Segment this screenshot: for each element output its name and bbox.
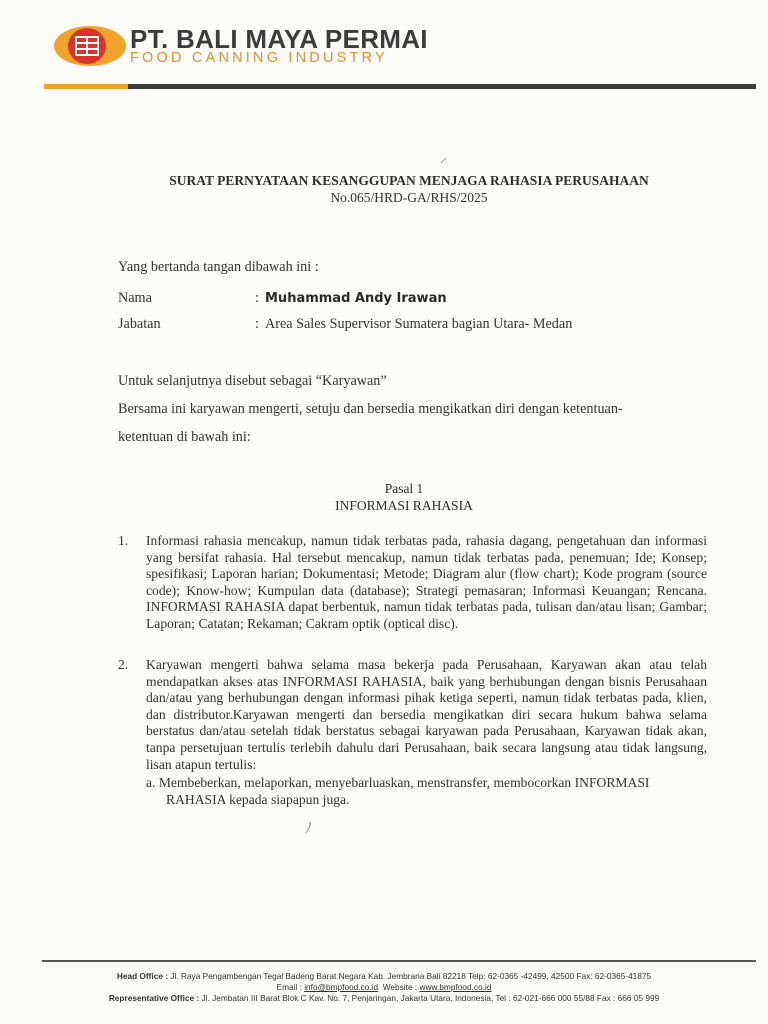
footer-head-office bbox=[0, 971, 768, 981]
website-label: Website : bbox=[382, 982, 418, 992]
head-office-address: Jl. Raya Pengambengan Tegal Badeng Barat Negara Kab. Jembrana Bali 82218 Telp: 62-0365 -42499, 42500 Fax: 62-0365-41875 bbox=[170, 971, 652, 981]
agreement-line-1: Bersama ini karyawan mengerti, setuju dan bersedia mengikatkan diri dengan ketentuan- bbox=[118, 401, 623, 417]
field-label-jabatan: Jabatan bbox=[118, 316, 161, 332]
footer-rule bbox=[42, 960, 756, 962]
company-name: PT. BALI MAYA PERMAI bbox=[130, 24, 428, 54]
footer-rep-office bbox=[0, 993, 768, 1003]
pen-mark: ⸝ bbox=[440, 151, 447, 166]
rep-office-label: Representative Office : bbox=[108, 993, 200, 1003]
header-rule-accent bbox=[44, 84, 128, 89]
rep-office-address: Jl. Jembatan III Barat Blok C Kav. No. 7, Penjaringan, Jakarta Utara, Indonesia, Tel : 62-021-666 000 55/88 Fax : 666 05 999 bbox=[201, 993, 660, 1003]
clause-number: 2. bbox=[118, 657, 129, 672]
designation-text: Untuk selanjutnya disebut sebagai “Karyawan” bbox=[118, 373, 387, 389]
field-value-nama: Muhammad Andy Irawan bbox=[265, 291, 447, 306]
clause-number: 1. bbox=[118, 533, 129, 548]
intro-text: Yang bertanda tangan dibawah ini : bbox=[118, 259, 319, 275]
field-separator: : bbox=[255, 290, 259, 306]
header-rule bbox=[128, 84, 756, 89]
pasal-number: Pasal 1 bbox=[384, 481, 424, 496]
pasal-title: INFORMASI RAHASIA bbox=[335, 498, 473, 513]
document-title: SURAT PERNYATAAN KESANGGUPAN MENJAGA RAHASIA PERUSAHAAN bbox=[169, 173, 649, 188]
field-separator: : bbox=[255, 316, 259, 332]
subclause-a-line-2: RAHASIA kepada siapapun juga. bbox=[166, 792, 350, 807]
pen-mark: ﾉ bbox=[305, 822, 312, 837]
field-label-nama: Nama bbox=[118, 290, 152, 306]
head-office-label: Head Office : bbox=[116, 971, 169, 981]
company-logo-icon bbox=[68, 28, 106, 64]
email-link[interactable]: info@bmpfood.co.id bbox=[304, 982, 379, 992]
document-number: No.065/HRD-GA/RHS/2025 bbox=[330, 190, 488, 205]
subclause-a-line-1: a. Membeberkan, melaporkan, menyebarluaskan, menstransfer, membocorkan INFORMASI bbox=[146, 775, 650, 790]
company-subtitle: FOOD CANNING INDUSTRY bbox=[130, 50, 388, 66]
clause-text: Karyawan mengerti bahwa selama masa bekerja pada Perusahaan, Karyawan akan atau telah mendapatkan akses atas INFORMASI RAHASIA, baik yang berhubungan dengan bisnis Perusahaan dan/atau yang berhubungan dengan informasi pihak ketiga seperti, namun tidak terbatas pada, klien, dan distributor.Karyawan mengerti dan bersedia mengikatkan diri secara hukum bahwa selama berstatus dan/atau setelah tidak berstatus sebagai karyawan pada Perusahaan, Karyawan tidak akan, tanpa persetujuan tertulis terlebih dahulu dari Perusahaan, baik secara langsung atau tidak langsung, lisan atapun tertulis: bbox=[146, 657, 707, 772]
email-label: Email : bbox=[276, 982, 302, 992]
footer-contact bbox=[0, 982, 768, 992]
website-link[interactable]: www.bmpfood.co.id bbox=[419, 982, 492, 992]
agreement-line-2: ketentuan di bawah ini: bbox=[118, 429, 251, 445]
clause-text: Informasi rahasia mencakup, namun tidak terbatas pada, rahasia dagang, pengetahuan dan informasi yang bersifat rahasia. Hal tersebut mencakup, namun tidak terbatas pada, penemuan; Ide; Konsep; spesifikasi; Laporan harian; Dokumentasi; Metode; Diagram alur (flow chart); Kode program (source code); Know-how; Kumpulan data (database); Strategi pemasaran; Informasi Keuangan; Rencana. INFORMASI RAHASIA dapat berbentuk, namun tidak terbatas pada, tulisan dan/atau lisan; Gambar; Laporan; Catatan; Rekaman; Cakram optik (optical disc). bbox=[146, 533, 707, 631]
field-value-jabatan: Area Sales Supervisor Sumatera bagian Utara- Medan bbox=[265, 316, 573, 332]
